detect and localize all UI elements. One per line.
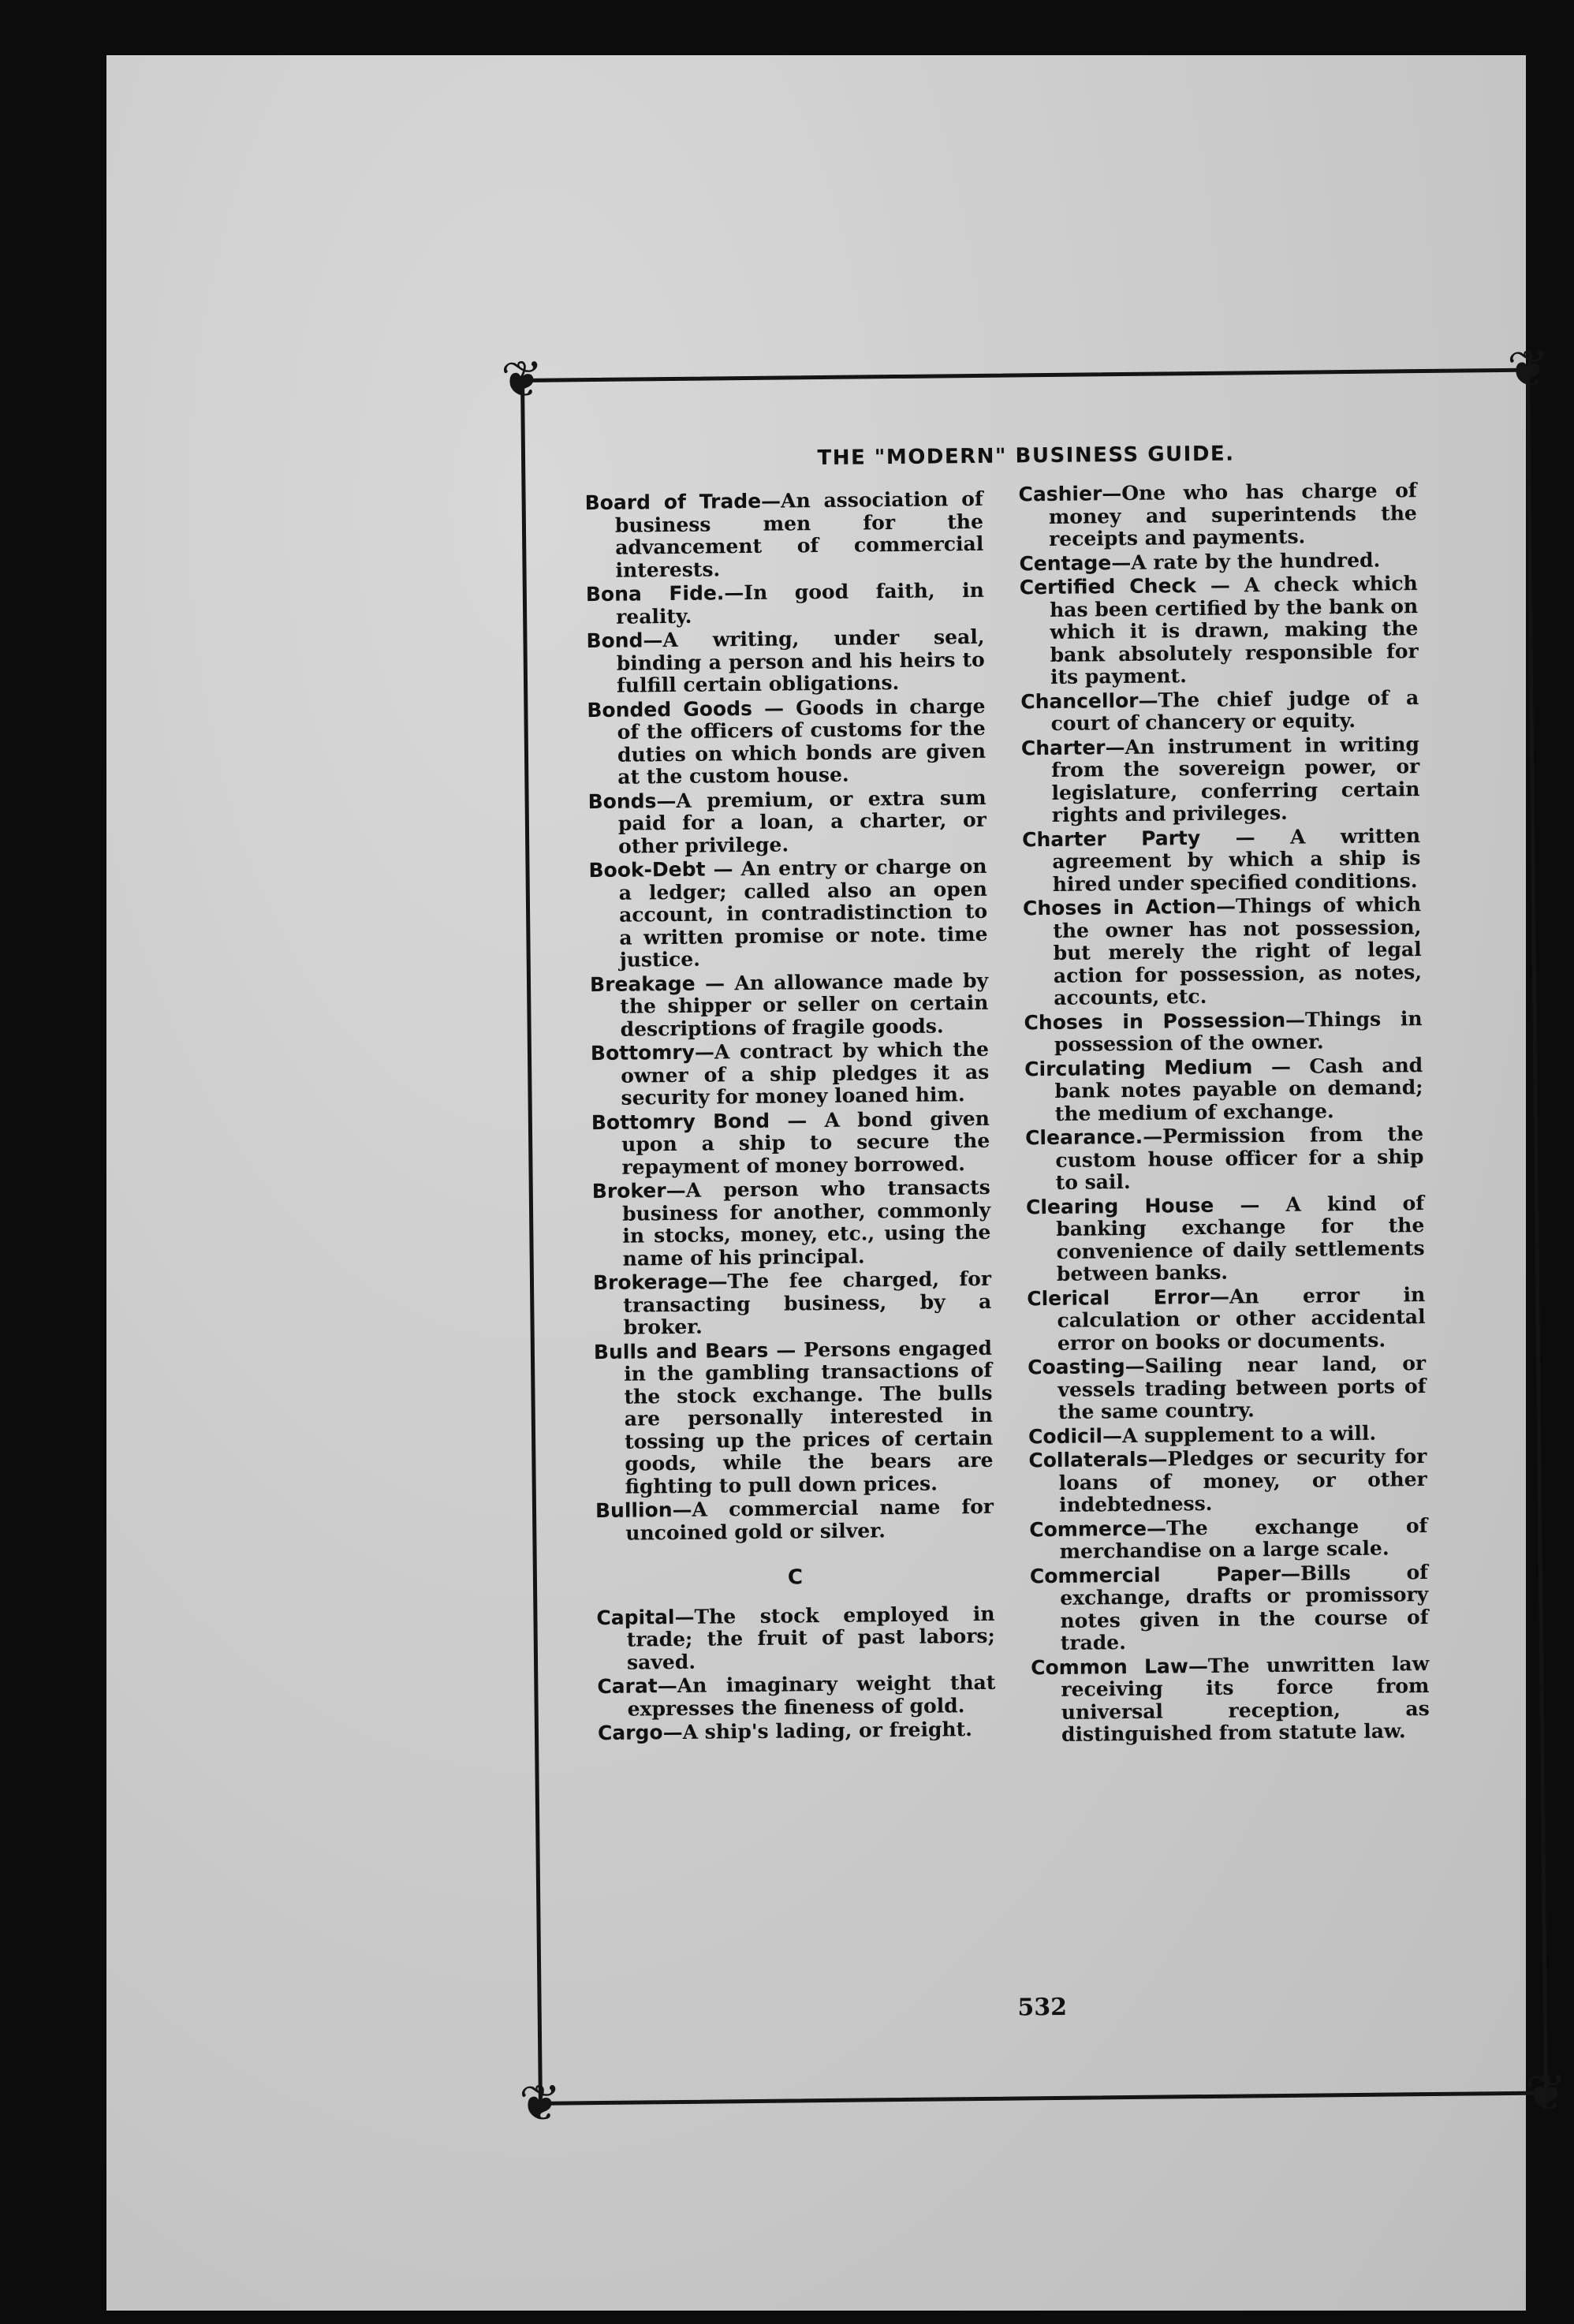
glossary-entry (1019, 549, 1417, 576)
glossary-definition: —A ship's lading, or freight. (662, 1718, 973, 1744)
glossary-definition: —A contract by which the owner of a ship pledges it as security for money loaned him. (621, 1037, 990, 1110)
glossary-term: Commerce (1029, 1516, 1147, 1541)
glossary-term: Clerical Error (1027, 1285, 1210, 1310)
glossary-definition: — Persons engaged in the gambling transactions of the stock exchange. The bulls are personally interested in tossing up the prices of certain goods, while the bears are fighting to pull down prices. (624, 1336, 994, 1498)
glossary-term: Clearing House (1025, 1193, 1214, 1218)
glossary-term: Bonded Goods (587, 696, 753, 722)
glossary-definition: — A bond given upon a ship to secure the repayment of money borrowed. (621, 1106, 990, 1179)
glossary-entry (586, 580, 985, 629)
glossary-definition: —The chief judge of a court of chancery or equity. (1050, 685, 1419, 735)
glossary-definition: —A premium, or extra sum paid for a loan, a charter, or other privilege. (617, 785, 987, 858)
glossary-definition: —In good faith, in reality. (616, 578, 984, 629)
glossary-definition: —A person who transacts business for another, commonly in stocks, money, etc., using the name of his principal. (621, 1175, 991, 1270)
glossary-entry (1026, 1192, 1425, 1286)
corner-ornament-icon: ❦ (500, 350, 544, 410)
glossary-definition: — An entry or charge on a ledger; called also an open account, in contradistinction to a written promise or note. time justice. (618, 854, 988, 972)
scanned-page (106, 55, 1568, 2311)
glossary-entry (592, 1177, 991, 1270)
glossary-entry (595, 1496, 994, 1545)
glossary-term: Choses in Possession (1024, 1008, 1286, 1034)
glossary-term: Bona Fide. (585, 581, 725, 606)
glossary-entry (598, 1718, 996, 1745)
glossary-entry (1021, 733, 1420, 827)
glossary-entry (597, 1672, 996, 1721)
glossary-term: Bottomry Bond (591, 1109, 770, 1134)
glossary-term: Bottomry (590, 1040, 696, 1065)
glossary-definition: —A rate by the hundred. (1111, 548, 1381, 574)
glossary-entry (1031, 1653, 1430, 1747)
glossary-entry (590, 969, 989, 1041)
glossary-term: Book-Debt (588, 857, 706, 882)
glossary-term: Breakage (589, 972, 696, 996)
glossary-entry (1023, 893, 1422, 1010)
glossary-entry (593, 1268, 992, 1340)
glossary-definition: —Things of which the owner has not possession, but merely the right of legal action for possession, as notes, accounts, etc. (1053, 893, 1423, 1009)
corner-ornament-icon: ❦ (518, 2074, 562, 2134)
glossary-term: Cashier (1018, 482, 1102, 506)
glossary-entry (591, 1039, 990, 1110)
glossary-definition: — A written agreement by which a ship is hired under specified conditions. (1052, 823, 1421, 896)
glossary-entry (1018, 479, 1417, 551)
left-column (585, 488, 997, 1747)
glossary-definition: — An allowance made by the shipper or seller on certain descriptions of fragile goods. (620, 968, 989, 1041)
glossary-term: Collaterals (1028, 1447, 1148, 1472)
glossary-definition: —The stock employed in trade; the fruit of past labors; saved. (626, 1602, 995, 1674)
glossary-definition: — Cash and bank notes payable on demand; the medium of exchange. (1054, 1053, 1423, 1125)
glossary-entry (1020, 687, 1419, 736)
glossary-term: Broker (591, 1179, 666, 1203)
glossary-term: Carat (597, 1674, 658, 1699)
glossary-term: Brokerage (592, 1270, 708, 1295)
glossary-entry (586, 626, 985, 698)
glossary-entry (1029, 1515, 1428, 1564)
glossary-entry (1028, 1422, 1427, 1449)
glossary-entry (585, 488, 984, 582)
glossary-definition: —The unwritten law receiving its force from universal reception, as distinguished from statute law. (1061, 1651, 1430, 1746)
glossary-term: Certified Check (1019, 574, 1197, 599)
glossary-entry (1020, 573, 1419, 689)
glossary-entry (1022, 825, 1421, 897)
glossary-entry (1025, 1123, 1424, 1195)
glossary-entry (1027, 1284, 1426, 1356)
glossary-definition: —An imaginary weight that expresses the fineness of gold. (627, 1670, 996, 1721)
glossary-definition: —A commercial name for uncoined gold or silver. (625, 1494, 994, 1545)
glossary-term: Commercial Paper (1029, 1561, 1281, 1587)
glossary-definition: —A supplement to a will. (1102, 1421, 1377, 1447)
glossary-term: Capital (596, 1605, 675, 1629)
glossary-entry (1028, 1352, 1427, 1424)
glossary-entry (1024, 1054, 1423, 1126)
corner-ornament-icon: ❦ (1506, 340, 1550, 399)
glossary-definition: —An instrument in writing from the sovereign power, or legislature, conferring certain rights and privileges. (1051, 732, 1420, 826)
section-letter: C (787, 1565, 804, 1590)
glossary-term: Chancellor (1020, 688, 1139, 713)
glossary-definition: —Pledges or security for loans of money, or other indebtedness. (1058, 1445, 1427, 1516)
glossary-entry (1030, 1561, 1429, 1655)
ornamental-border (500, 340, 1568, 2134)
glossary-definition: —The fee charged, for transacting business, by a broker. (623, 1266, 992, 1339)
glossary-term: Common Law (1030, 1654, 1189, 1679)
glossary-term: Choses in Action (1022, 894, 1217, 920)
page-number: 532 (1017, 1993, 1068, 2022)
glossary-term: Charter (1020, 735, 1106, 759)
glossary-term: Cargo (597, 1721, 663, 1745)
glossary-entry (587, 695, 986, 789)
glossary-definition: —Bills of exchange, drafts or promissory notes given in the course of trade. (1060, 1560, 1429, 1654)
glossary-term: Bulls and Bears (593, 1338, 769, 1363)
glossary-entry (596, 1602, 995, 1674)
glossary-term: Charter Party (1022, 826, 1201, 851)
glossary-entry (1028, 1446, 1427, 1517)
glossary-term: Board of Trade (584, 489, 762, 515)
glossary-definition: — A kind of banking exchange for the convenience of daily settlements between banks. (1056, 1191, 1425, 1285)
glossary-term: Bonds (587, 789, 657, 813)
glossary-term: Codicil (1028, 1423, 1103, 1448)
glossary-definition: —The exchange of merchandise on a large scale. (1059, 1513, 1428, 1563)
glossary-term: Bond (586, 629, 643, 653)
glossary-entry (1024, 1008, 1423, 1057)
glossary-definition: — A check which has been certified by the bank on which it is drawn, making the bank absolutely responsible for its payment. (1049, 572, 1419, 688)
glossary-term: Centage (1019, 550, 1112, 575)
glossary-term: Clearance. (1024, 1125, 1143, 1150)
glossary-definition: —An error in calculation or other accidental error on books or documents. (1057, 1282, 1426, 1355)
right-column (1018, 479, 1430, 1748)
glossary-definition: —Things in possession of the owner. (1054, 1006, 1423, 1056)
glossary-term: Circulating Medium (1024, 1054, 1253, 1080)
glossary-definition: —Sailing near land, or vessels trading between ports of the same country. (1057, 1352, 1427, 1423)
glossary-definition: —One who has charge of money and superintends the receipts and payments. (1048, 479, 1417, 550)
glossary-definition: —An association of business men for the advancement of commercial interests. (614, 487, 984, 582)
corner-ornament-icon: ❦ (1524, 2064, 1568, 2123)
page-header: THE "MODERN" BUSINESS GUIDE. (817, 442, 1235, 471)
glossary-definition: —Permission from the custom house officer for a ship to sail. (1055, 1122, 1424, 1194)
glossary-definition: — Goods in charge of the officers of customs for the duties on which bonds are given at the custom house. (617, 694, 987, 789)
glossary-definition: —A writing, under seal, binding a person and his heirs to fulfill certain obligations. (616, 625, 985, 697)
glossary-entry (591, 1107, 990, 1179)
glossary-entry (587, 786, 987, 858)
glossary-term: Bullion (595, 1498, 673, 1523)
glossary-entry (588, 856, 987, 972)
glossary-entry (594, 1337, 994, 1498)
glossary-term: Coasting (1028, 1355, 1125, 1379)
